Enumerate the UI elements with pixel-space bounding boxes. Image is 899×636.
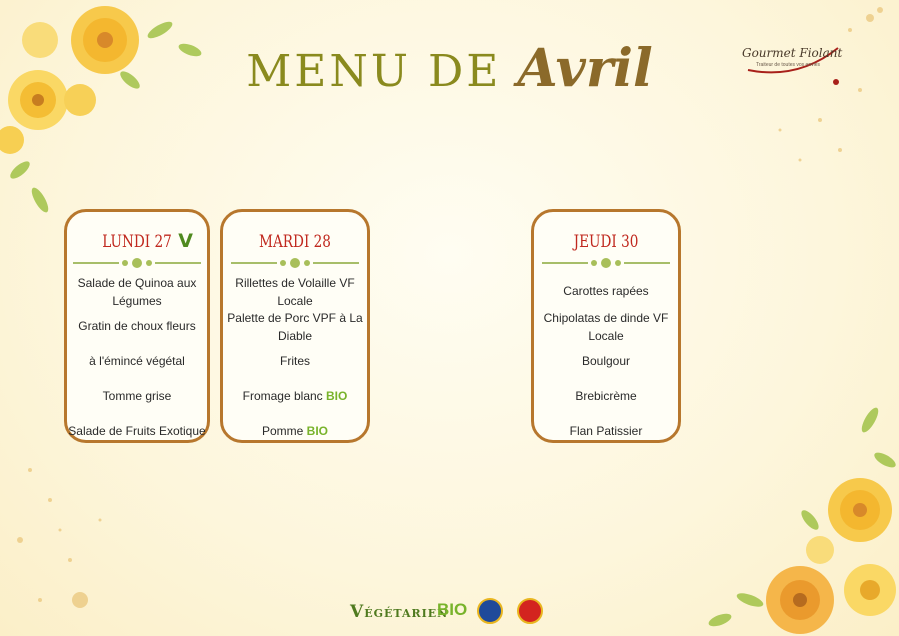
card-day: JEUDI 30	[573, 232, 639, 252]
label-legend	[350, 598, 550, 626]
card-day: MARDI 28	[259, 232, 331, 252]
ornament-divider	[73, 256, 201, 270]
legend-vegetarian: VÉGÉTARIEN	[350, 602, 449, 622]
menu-item: Brebicrème	[575, 389, 637, 403]
legend-bio-icon: BIO	[437, 600, 468, 619]
menu-item: Tomme grise	[102, 389, 172, 403]
menu-item: Pomme BIO	[261, 424, 329, 438]
menu-item: Boulgour	[581, 354, 631, 368]
menu-item: Gratin de choux fleurs	[78, 319, 196, 333]
vegetarian-icon: V	[178, 230, 193, 252]
aop-label-icon	[517, 598, 543, 624]
logo-name: Gourmet Fiolant	[742, 46, 843, 60]
menu-item: Carottes rapées	[563, 284, 649, 298]
title-menu-de: MENU DE	[246, 46, 502, 97]
menu-item: Fromage blanc BIO	[242, 389, 348, 403]
menu-item: à l'émincé végétal	[89, 354, 185, 368]
brand-logo	[738, 40, 848, 85]
logo-tagline: Traiteur de toutes vos envies	[756, 62, 821, 68]
menu-item: Rillettes de Volaille VF Locale	[235, 276, 355, 308]
menu-card-tuesday	[220, 209, 370, 443]
menu-item: Frites	[280, 354, 310, 368]
menu-card-thursday	[531, 209, 681, 443]
bio-badge-icon: BIO	[306, 424, 329, 438]
menu-item: Palette de Porc VPF à La Diable	[227, 311, 363, 343]
menu-item: Flan Patissier	[569, 424, 643, 438]
ornament-divider	[231, 256, 359, 270]
menu-item: Salade de Fruits Exotique	[68, 424, 206, 438]
bio-badge-icon: BIO	[326, 389, 348, 403]
title-month: Avril	[517, 38, 653, 99]
menu-card-monday	[64, 209, 210, 443]
igp-label-icon	[477, 598, 503, 624]
ornament-divider	[542, 256, 670, 270]
menu-item: Salade de Quinoa aux Légumes	[77, 276, 197, 308]
menu-item: Chipolatas de dinde VF Locale	[543, 311, 669, 343]
card-day: LUNDI 27	[102, 232, 172, 252]
